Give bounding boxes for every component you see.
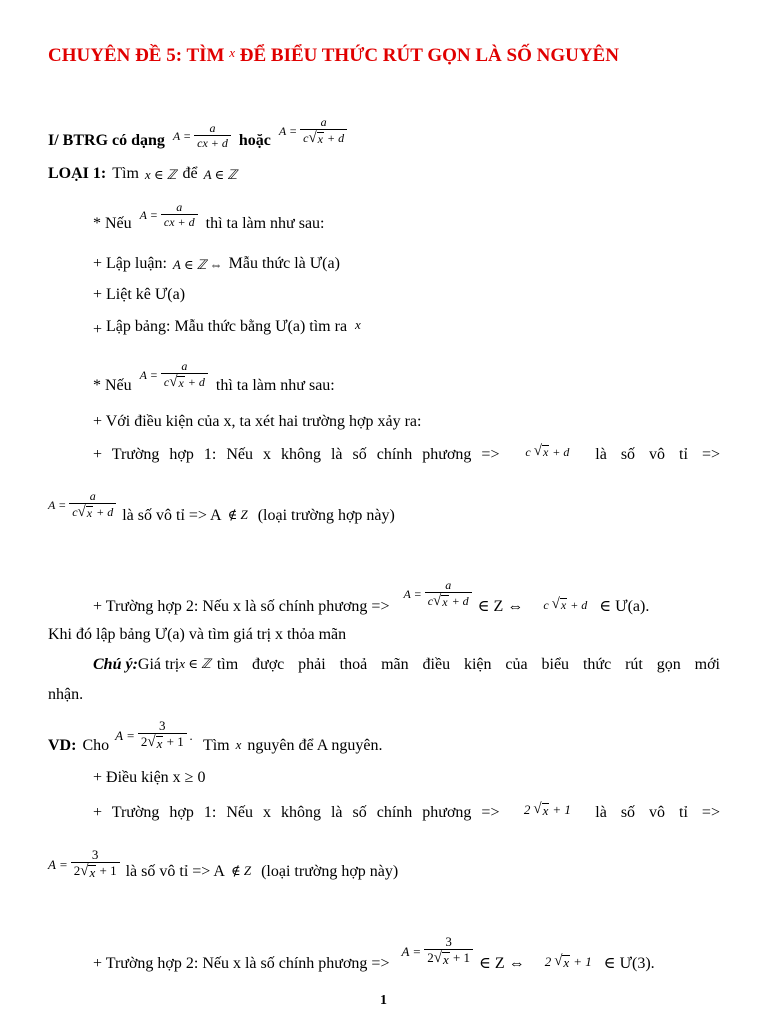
den-c: c — [163, 375, 170, 389]
radicand: x — [89, 865, 96, 881]
step3-var: x — [355, 316, 361, 332]
section1-heading: I/ BTRG có dạng — [48, 132, 165, 150]
ex-tr2-line: + Trường hợp 2: Nếu x là số chính phương => A = 3 2 √ x + 1 ∈ Z ⇔ 2 √ x + 1 ∈ Ư(3). — [93, 933, 655, 972]
formula-sqrt: A = a c √ x + d — [279, 116, 347, 146]
radicand: x — [178, 376, 184, 390]
den-tail: + d — [570, 598, 588, 612]
note-line2: nhận. — [48, 686, 84, 703]
example-coef: 2 — [427, 950, 434, 965]
tr2-end: ∈ Ư(a). — [599, 598, 650, 615]
formula-linear — [173, 122, 231, 150]
ex-tr1-tail: là số vô tỉ => — [595, 804, 720, 821]
tr2-line: + Trường hợp 2: Nếu x là số chính phương => A = a c √ x + d ∈ Z ⇔ c √ x + d ∈ Ư(a). — [93, 577, 650, 615]
formula-lhs: A = — [139, 208, 158, 222]
radicand: x — [542, 802, 549, 818]
formula-lhs: A = — [401, 943, 422, 959]
loai1-cond-x: x ∈ ℤ — [144, 166, 177, 182]
tr2-text: + Trường hợp 2: Nếu x là số chính phương => — [93, 598, 390, 615]
radicand: x — [563, 954, 570, 970]
loai1-cond-a: A ∈ ℤ — [203, 166, 238, 182]
radicand: x — [542, 445, 549, 460]
note-line — [93, 657, 720, 673]
den-c: c — [427, 594, 434, 608]
formula-lhs: A = — [139, 368, 158, 382]
loai1-find: Tìm — [112, 165, 139, 182]
tr2-in: ∈ Z ⇔ — [477, 598, 524, 615]
tr2-line2: Khi đó lập bảng Ư(a) và tìm giá trị x thỏa mãn — [48, 626, 347, 643]
tr1-tail: là số vô tỉ => — [595, 446, 720, 463]
example-plus1: + 1 — [166, 734, 184, 749]
step3-text: Lập bảng: Mẫu thức bằng Ư(a) tìm ra — [106, 318, 348, 335]
title-part1: CHUYÊN ĐỀ 5: TÌM — [48, 45, 225, 66]
title-part2: ĐỂ BIỂU THỨC RÚT GỌN LÀ SỐ NGUYÊN — [239, 45, 619, 66]
tr1-line2-text: là số vô tỉ => A — [122, 507, 222, 524]
den-c: c — [72, 505, 78, 519]
formula-lhs: A = — [403, 587, 422, 601]
den-tail: + d — [451, 594, 469, 608]
step3-plus: + — [93, 321, 103, 338]
ex-tr1-text: + Trường hợp 1: Nếu x không là số chính phương => — [93, 804, 500, 821]
formula-lhs: A = — [278, 124, 298, 139]
example-dk: + Điều kiện x ≥ 0 — [93, 769, 206, 786]
example-line: VD: Cho A = 3 2 √ x + 1 . Tìm x nguyên để A nguyên. — [48, 717, 383, 754]
den-tail: + d — [96, 505, 114, 519]
ex-tr1-line2: A = 3 2 √ x + 1 là số vô tỉ => A ∉ Z (loại trường hợp này) — [48, 847, 399, 881]
step2-line: + Liệt kê Ư(a) — [93, 286, 186, 303]
case-sqrt-prefix: * Nếu — [93, 377, 132, 394]
example-cho: Cho — [82, 737, 110, 754]
den-tail: + d — [552, 445, 570, 459]
formula-num: a — [181, 358, 188, 373]
ex-tr2-text: + Trường hợp 2: Nếu x là số chính phương => — [93, 955, 390, 972]
case-linear-line — [93, 198, 325, 232]
den-c: c — [303, 131, 309, 146]
example-plus1: + 1 — [552, 802, 571, 818]
note-text2: tìm được phải thoả mãn điều kiện của biểu thức rút gọn mới — [216, 656, 720, 673]
or-word: hoặc — [238, 132, 271, 150]
formula-den: cx + d — [161, 214, 198, 229]
example-coef: 2 — [140, 734, 148, 749]
formula-num: a — [89, 488, 96, 503]
page-number: 1 — [380, 993, 387, 1008]
ex-tr2-in: ∈ Z ⇔ — [479, 955, 525, 972]
example-var: x — [235, 736, 242, 752]
section1-line — [48, 115, 347, 151]
ex-tr1-line: + Trường hợp 1: Nếu x không là số chính phương => 2 √ x + 1 là số vô tỉ => — [93, 800, 720, 821]
formula-num: a — [320, 115, 327, 129]
tr1-end: (loại trường hợp này) — [257, 507, 395, 524]
note-text1: Giá trị — [137, 656, 180, 673]
step1-prefix: + Lập luận: — [93, 255, 167, 272]
ex-tr1-line2-text: là số vô tỉ => A — [125, 863, 225, 881]
note-math: x ∈ ℤ — [179, 655, 211, 671]
example-find: Tìm — [202, 737, 230, 754]
formula-num: a — [445, 577, 452, 592]
tr1-text: + Trường hợp 1: Nếu x không là số chính phương => — [93, 446, 500, 463]
den-c: c — [525, 445, 531, 459]
example-num: 3 — [445, 933, 452, 949]
loai1-label: LOẠI 1: — [48, 165, 107, 182]
example-coef: 2 — [523, 802, 531, 818]
example-plus1: + 1 — [452, 950, 471, 965]
formula-num: a — [209, 121, 216, 135]
case-linear-prefix: * Nếu — [93, 215, 132, 232]
den-tail: + d — [187, 375, 205, 389]
radicand: x — [560, 598, 567, 613]
example-num: 3 — [159, 717, 166, 733]
tr1-line2: A = a c √ x + d là số vô tỉ => A ∉ Z (loại trường hợp này) — [48, 488, 395, 524]
radicand: x — [317, 132, 323, 147]
formula-lhs: A = — [172, 129, 192, 144]
case-sqrt-suffix: thì ta làm như sau: — [215, 377, 335, 394]
radicand: x — [442, 952, 449, 967]
loai1-line — [48, 166, 237, 182]
example-coef: 2 — [544, 954, 552, 970]
case-linear-suffix: thì ta làm như sau: — [205, 215, 325, 232]
cond-line: + Với điều kiện của x, ta xét hai trường hợp xảy ra: — [93, 413, 422, 430]
radicand: x — [86, 506, 93, 520]
tr1-notin: ∉ Z — [227, 506, 248, 522]
example-label: VD: — [48, 737, 77, 754]
step3-line — [93, 316, 361, 338]
note-label: Chú ý: — [93, 656, 138, 673]
formula-den: cx + d — [194, 135, 231, 150]
den-c: c — [543, 598, 549, 612]
radicand: x — [156, 736, 163, 751]
example-plus1: + 1 — [99, 863, 117, 879]
title-var: x — [229, 45, 235, 60]
loai1-de: để — [182, 165, 198, 182]
ex-tr1-end: (loại trường hợp này) — [261, 863, 399, 881]
example-rest: nguyên để A nguyên. — [247, 737, 383, 754]
example-coef: 2 — [73, 863, 81, 879]
den-tail: + d — [327, 131, 345, 146]
formula-lhs: A = — [115, 727, 135, 743]
radicand: x — [442, 595, 448, 609]
case-sqrt-line: * Nếu A = a c √ x + d thì ta làm như sau: — [93, 358, 335, 394]
ex-tr1-notin: ∉ Z — [230, 862, 252, 878]
step1-line — [93, 256, 340, 272]
example-plus1: + 1 — [573, 954, 592, 970]
formula-lhs: A = — [48, 856, 68, 872]
formula-lhs: A = — [48, 498, 67, 512]
step1-text: Mẫu thức là Ư(a) — [228, 255, 340, 272]
page-title — [48, 46, 619, 65]
example-num: 3 — [91, 847, 99, 862]
formula-num: a — [176, 199, 183, 214]
step1-math: A ∈ ℤ ⇔ — [172, 256, 223, 272]
ex-tr2-end: ∈ Ư(3). — [603, 955, 655, 972]
tr1-line: + Trường hợp 1: Nếu x không là số chính phương => c √ x + d là số vô tỉ => — [93, 443, 720, 463]
